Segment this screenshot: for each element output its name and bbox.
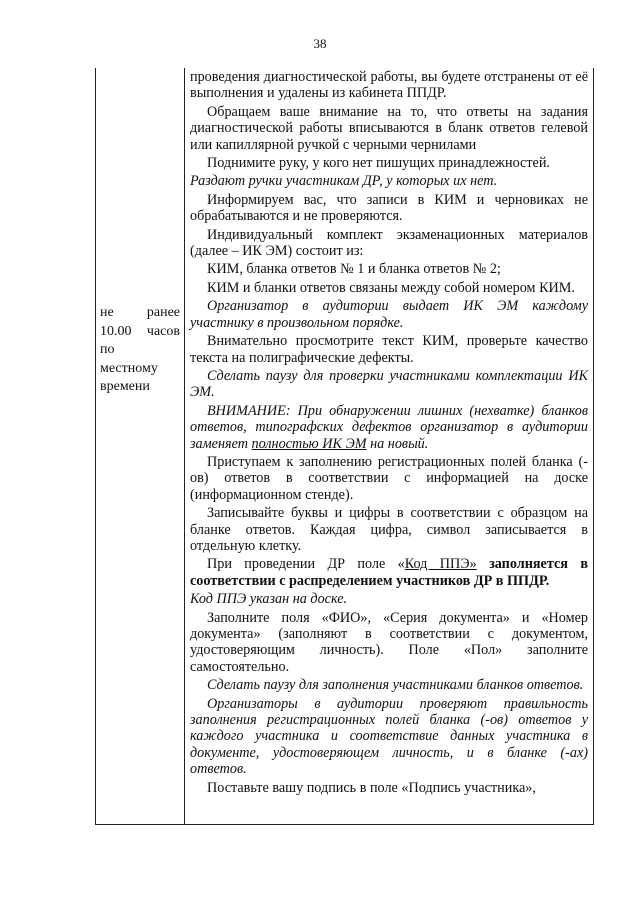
time-word: часов xyxy=(146,323,180,339)
paragraph: КИМ, бланка ответов № 1 и бланка ответов № 2; xyxy=(207,261,501,278)
instruction-table xyxy=(95,68,594,825)
attention-underlined: полностью ИК ЭМ xyxy=(251,435,367,452)
italic-note: Организаторы в аудитории проверяют правильность заполнения регистрационных полей бланка (-ов) ответов у каждого участника и соответствие данных участника в документе, удостоверяющем личность, и в бланке (-ах) ответов. xyxy=(190,695,588,778)
paragraph: проведения диагностической работы, вы будете отстранены от её выполнения и удалены из кабинета ППДР. xyxy=(190,69,588,102)
ppe-code-underlined: Код ППЭ» xyxy=(404,556,477,573)
paragraph: Записывайте буквы и цифры в соответствии с образцом на бланке ответов. Каждая цифра, символ записывается в отдельную клетку. xyxy=(190,505,588,554)
italic-note: Сделать паузу для проверки участниками комплектации ИК ЭМ. xyxy=(190,367,588,401)
time-cell xyxy=(100,304,180,397)
ppe-text: При проведении ДР поле « xyxy=(207,556,405,573)
italic-note: Раздают ручки участникам ДР, у которых их нет. xyxy=(190,173,498,190)
paragraph: КИМ и бланки ответов связаны между собой номером КИМ. xyxy=(207,279,575,296)
column-divider xyxy=(184,68,185,824)
time-line-4: местному xyxy=(100,360,158,376)
page-number: 38 xyxy=(313,36,327,51)
attention-text: ВНИМАНИЕ: При обнаружении лишних (нехватке) бланков ответов, типографских дефектов организатор в аудитории заменяет xyxy=(190,402,588,452)
time-word: не xyxy=(100,305,114,320)
paragraph: Обращаем ваше внимание на то, что ответы на задания диагностической работы вписываются в бланк ответов гелевой или капиллярной ручкой с черными чернилами xyxy=(190,103,588,153)
paragraph: Внимательно просмотрите текст КИМ, проверьте качество текста на полиграфические дефекты. xyxy=(190,333,588,366)
paragraph: Поставьте вашу подпись в поле «Подпись участника», xyxy=(207,779,536,796)
ppe-code-paragraph xyxy=(190,556,588,589)
paragraph: Информируем вас, что записи в КИМ и черновиках не обрабатываются и не проверяются. xyxy=(190,191,588,225)
paragraph: Приступаем к заполнению регистрационных полей бланка (-ов) ответов в соответствии с информацией на доске (информационном стенде). xyxy=(190,453,588,503)
paragraph: Заполните поля «ФИО», «Серия документа» и «Номер документа» (заполняют в соответствии с документом, удостоверяющим личность). Поле «Пол» заполните самостоятельно. xyxy=(190,609,588,675)
time-word: ранее xyxy=(146,305,180,320)
time-word: 10.00 xyxy=(100,323,132,339)
italic-note: Сделать паузу для заполнения участниками бланков ответов. xyxy=(207,677,584,694)
paragraph: Поднимите руку, у кого нет пишущих принадлежностей. xyxy=(207,155,550,172)
attention-text-end: на новый. xyxy=(366,435,429,452)
attention-note xyxy=(190,403,588,452)
italic-note: Код ППЭ указан на доске. xyxy=(190,591,348,608)
time-line-3: по xyxy=(100,342,115,357)
time-line-1 xyxy=(100,304,180,323)
time-line-5: времени xyxy=(100,379,150,394)
italic-note: Организатор в аудитории выдает ИК ЭМ каждому участнику в произвольном порядке. xyxy=(190,298,588,331)
time-line-2 xyxy=(100,323,180,342)
instructions-cell xyxy=(190,69,588,798)
paragraph: Индивидуальный комплект экзаменационных материалов (далее – ИК ЭМ) состоит из: xyxy=(190,226,588,260)
ppe-bold-text: заполняется в соответствии с распределением участников ДР в ППДР. xyxy=(190,556,588,589)
